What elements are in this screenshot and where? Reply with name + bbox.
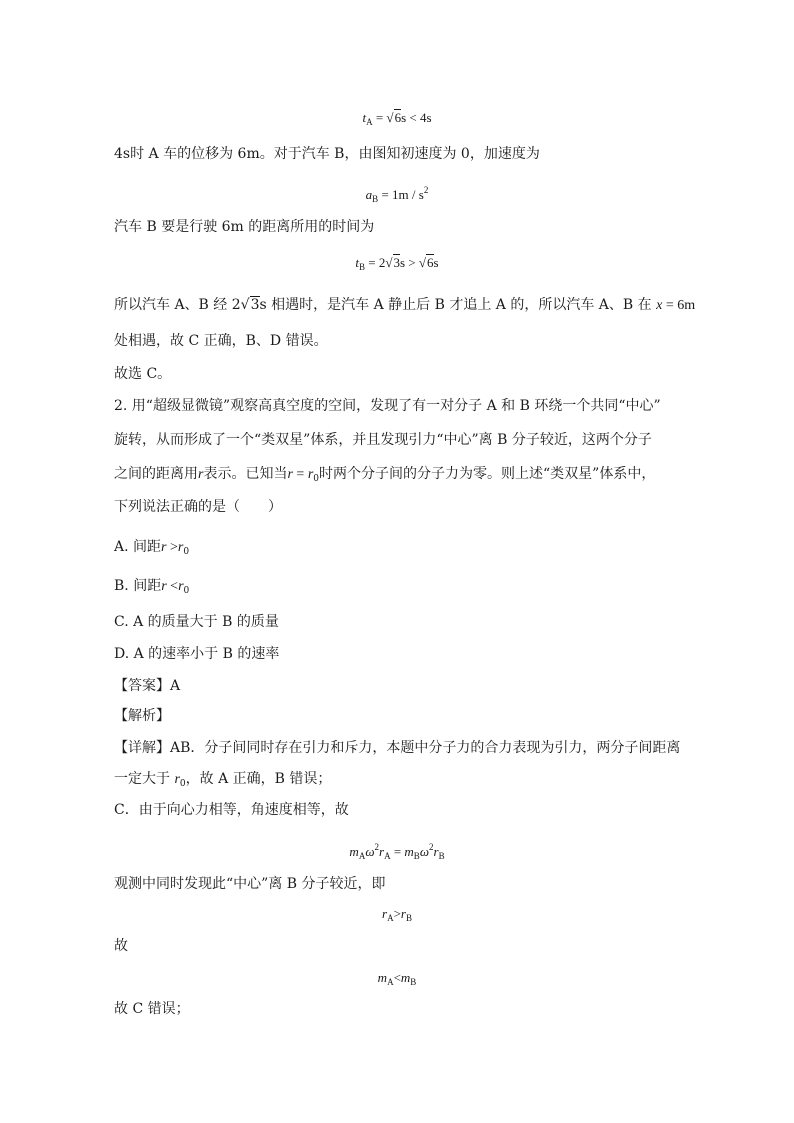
option-d: D. A 的速率小于 B 的速率 xyxy=(114,646,280,662)
option-b: B. 间距$r <r_0$ xyxy=(114,578,190,596)
equation-ta: $t_A = √6s < 4s$ xyxy=(362,110,432,127)
text-line-3: 所以汽车 A、B 经 2√3s 相遇时，是汽车 A 静止后 B 才追上 A 的，所以汽车 A、B 在 x = 6m xyxy=(114,297,696,313)
text-line-2: 汽车 B 要是行驶 6m 的距离所用的时间为 xyxy=(114,219,375,235)
text-line-1: 4s时 A 车的位移为 6m。对于汽车 B，由图知初速度为 0，加速度为 xyxy=(114,146,540,162)
detail-line-2: 一定大于 $r_0$，故 A 正确，B 错误； xyxy=(114,771,332,789)
text-line-5: 故选 C。 xyxy=(114,366,172,382)
equation-ab: $a_B = 1m / s^2$ xyxy=(365,185,429,204)
text-line-7: 故 xyxy=(114,938,128,954)
option-c: C. A 的质量大于 B 的质量 xyxy=(114,614,279,630)
text-line-4: 处相遇，故 C 正确，B、D 错误。 xyxy=(114,333,328,349)
equation-tb: $t_B = 2√3s > √6s$ xyxy=(355,255,439,272)
question-2-line-1: 2. 用“超级显微镜”观察高真空度的空间，发现了有一对分子 A 和 B 环绕一个共同“中心” xyxy=(114,398,661,414)
question-2-line-3: 之间的距离用r表示。已知当$r = r_0$时两个分子间的分子力为零。则上述“类双星”体系中， xyxy=(114,466,656,484)
question-2-line-2: 旋转，从而形成了一个“类双星”体系，并且发现引力“中心”离 B 分子较近，这两个分子 xyxy=(114,432,652,448)
option-a: A. 间距$r >r_0$ xyxy=(114,539,190,557)
detail-line-1: 【详解】AB．分子间同时存在引力和斥力，本题中分子力的合力表现为引力，两分子间距离 xyxy=(114,740,681,756)
text-line-6: 观测中同时发现此“中心”离 B 分子较近，即 xyxy=(114,876,386,892)
analysis-label: 【解析】 xyxy=(114,708,170,724)
equation-r: $r_A>r_B$ xyxy=(382,906,412,923)
equation-mm: $m_A<m_B$ xyxy=(377,970,417,987)
answer-label: 【答案】A xyxy=(114,678,181,694)
text-line-8: 故 C 错误； xyxy=(114,1001,190,1017)
equation-m: $m_A\omega^2r_A = m_B\omega^2r_B$ xyxy=(349,842,445,861)
question-2-line-4: 下列说法正确的是（ ） xyxy=(114,499,282,515)
detail-line-3: C．由于向心力相等，角速度相等，故 xyxy=(114,802,349,818)
